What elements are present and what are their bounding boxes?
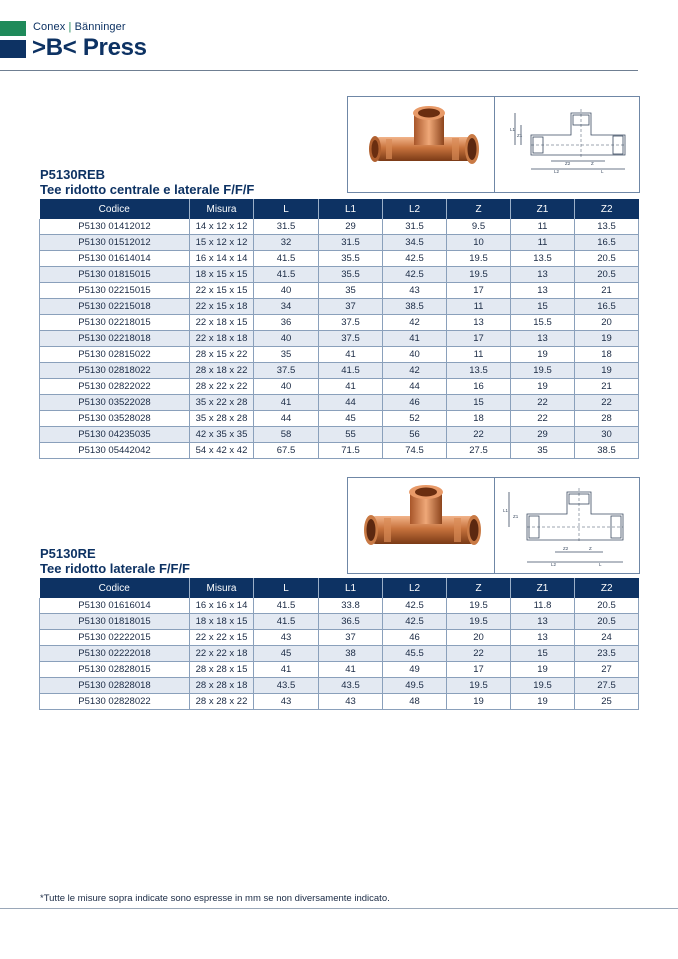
table-cell: 30 [575, 427, 639, 443]
table-cell: 41.5 [254, 614, 319, 630]
table-cell: 37 [319, 630, 383, 646]
table-cell: 9.5 [447, 219, 511, 235]
column-header: Codice [40, 578, 190, 598]
table-cell: 19.5 [447, 251, 511, 267]
table-header-row [40, 578, 639, 598]
table-cell: 36 [254, 315, 319, 331]
header-divider [0, 70, 638, 71]
table-cell: 42.5 [383, 614, 447, 630]
table-cell: 31.5 [319, 235, 383, 251]
column-header: Misura [190, 199, 254, 219]
table-cell: 18 x 18 x 15 [190, 614, 254, 630]
table-cell: 35 x 22 x 28 [190, 395, 254, 411]
table-row [40, 630, 639, 646]
table-cell: 19.5 [447, 267, 511, 283]
table-cell: P5130 05442042 [40, 443, 190, 459]
company-name [33, 21, 126, 33]
table-cell: 13 [447, 315, 511, 331]
table-cell: 31.5 [383, 219, 447, 235]
table-row [40, 347, 639, 363]
table-cell: 22 [447, 427, 511, 443]
table-cell: 11 [447, 347, 511, 363]
table-row [40, 379, 639, 395]
table-cell: 43.5 [254, 678, 319, 694]
company-name-left: Conex [33, 21, 66, 33]
table-cell: P5130 03528028 [40, 411, 190, 427]
table-row [40, 219, 639, 235]
table-cell: 41.5 [254, 267, 319, 283]
table-cell: P5130 02215015 [40, 283, 190, 299]
table-cell: 24 [575, 630, 639, 646]
table-cell: 25 [575, 694, 639, 710]
column-header: Z2 [575, 199, 639, 219]
table-cell: 67.5 [254, 443, 319, 459]
table-cell: 44 [319, 395, 383, 411]
table-cell: P5130 01512012 [40, 235, 190, 251]
column-header: L [254, 578, 319, 598]
table-cell: 54 x 42 x 42 [190, 443, 254, 459]
reb-diagram-label-l1: L1 [510, 127, 516, 132]
table-cell: 19.5 [447, 678, 511, 694]
re-diagram-label-z: Z [589, 546, 592, 551]
table-cell: 17 [447, 283, 511, 299]
table-cell: P5130 01614014 [40, 251, 190, 267]
table-cell: 37.5 [319, 331, 383, 347]
table-cell: 14 x 12 x 12 [190, 219, 254, 235]
spec-table-re [39, 578, 639, 710]
table-cell: 43 [254, 630, 319, 646]
table-cell: P5130 02828022 [40, 694, 190, 710]
column-header: L1 [319, 199, 383, 219]
table-cell: 41 [254, 395, 319, 411]
table-cell: 41 [319, 662, 383, 678]
table-cell: 16.5 [575, 235, 639, 251]
table-row [40, 678, 639, 694]
table-cell: 29 [319, 219, 383, 235]
table-cell: 16 x 14 x 14 [190, 251, 254, 267]
column-header: Codice [40, 199, 190, 219]
table-row [40, 363, 639, 379]
table-cell: 11 [447, 299, 511, 315]
table-cell: 29 [511, 427, 575, 443]
table-cell: 21 [575, 283, 639, 299]
table-cell: 18 [575, 347, 639, 363]
table-cell: 34.5 [383, 235, 447, 251]
table-cell: 13.5 [511, 251, 575, 267]
table-cell: 19 [447, 694, 511, 710]
reb-diagram-label-l2: L2 [554, 169, 560, 174]
table-cell: 13.5 [575, 219, 639, 235]
table-cell: P5130 04235035 [40, 427, 190, 443]
table-cell: 42.5 [383, 251, 447, 267]
table-cell: 36.5 [319, 614, 383, 630]
table-cell: 40 [254, 331, 319, 347]
table-cell: 13 [511, 630, 575, 646]
table-cell: P5130 02222015 [40, 630, 190, 646]
table-cell: 27.5 [575, 678, 639, 694]
table-cell: 22 x 22 x 18 [190, 646, 254, 662]
table-cell: 20.5 [575, 267, 639, 283]
table-cell: 22 x 15 x 18 [190, 299, 254, 315]
table-cell: 45.5 [383, 646, 447, 662]
table-cell: 33.8 [319, 598, 383, 614]
table-cell: 42 x 35 x 35 [190, 427, 254, 443]
table-cell: 28 x 22 x 22 [190, 379, 254, 395]
table-cell: 37.5 [254, 363, 319, 379]
column-header: Z1 [511, 199, 575, 219]
table-cell: 21 [575, 379, 639, 395]
table-cell: P5130 02218015 [40, 315, 190, 331]
table-cell: 16.5 [575, 299, 639, 315]
table-cell: 19.5 [447, 614, 511, 630]
table-cell: 43.5 [319, 678, 383, 694]
table-cell: 38 [319, 646, 383, 662]
table-cell: 18 [447, 411, 511, 427]
table-cell: 22 x 18 x 18 [190, 331, 254, 347]
table-cell: 46 [383, 395, 447, 411]
reb-product-photo [347, 96, 495, 193]
table-cell: 22 [511, 411, 575, 427]
reb-diagram-label-l: L [601, 169, 604, 174]
table-row [40, 283, 639, 299]
column-header: Z1 [511, 578, 575, 598]
reb-diagram-label-z1: Z1 [517, 133, 523, 138]
table-cell: 16 x 16 x 14 [190, 598, 254, 614]
table-cell: 28 [575, 411, 639, 427]
table-cell: 40 [383, 347, 447, 363]
table-cell: 41.5 [254, 251, 319, 267]
table-cell: 15 x 12 x 12 [190, 235, 254, 251]
table-cell: 11.8 [511, 598, 575, 614]
table-cell: P5130 02215018 [40, 299, 190, 315]
table-cell: 23.5 [575, 646, 639, 662]
column-header: L [254, 199, 319, 219]
section-description-reb: Tee ridotto centrale e laterale F/F/F [40, 182, 255, 197]
table-cell: 35 [254, 347, 319, 363]
re-diagram-label-z2: Z2 [563, 546, 569, 551]
table-cell: 15 [511, 299, 575, 315]
table-cell: 41 [254, 662, 319, 678]
table-cell: 44 [383, 379, 447, 395]
re-product-photo [347, 477, 495, 574]
table-cell: P5130 02222018 [40, 646, 190, 662]
table-cell: 35 [511, 443, 575, 459]
table-cell: 41 [383, 331, 447, 347]
footnote: *Tutte le misure sopra indicate sono espresse in mm se non diversamente indicato. [40, 893, 390, 904]
table-cell: 22 x 22 x 15 [190, 630, 254, 646]
table-cell: 41 [319, 347, 383, 363]
table-row [40, 427, 639, 443]
table-cell: 20.5 [575, 598, 639, 614]
table-cell: 20 [447, 630, 511, 646]
table-cell: 41 [319, 379, 383, 395]
product-line-logo: >B< Press [32, 34, 147, 61]
table-cell: 13 [511, 267, 575, 283]
table-cell: 19 [575, 363, 639, 379]
table-cell: 27.5 [447, 443, 511, 459]
table-row [40, 662, 639, 678]
table-cell: 43 [383, 283, 447, 299]
table-cell: 35 x 28 x 28 [190, 411, 254, 427]
table-cell: 28 x 18 x 22 [190, 363, 254, 379]
table-row [40, 646, 639, 662]
table-cell: 19.5 [511, 678, 575, 694]
table-cell: 45 [254, 646, 319, 662]
table-cell: P5130 01616014 [40, 598, 190, 614]
column-header: Z [447, 199, 511, 219]
column-header: L1 [319, 578, 383, 598]
table-cell: 41.5 [319, 363, 383, 379]
section-title-re: P5130RE [40, 546, 96, 561]
table-cell: 31.5 [254, 219, 319, 235]
table-cell: 10 [447, 235, 511, 251]
table-cell: P5130 02828015 [40, 662, 190, 678]
table-cell: 40 [254, 379, 319, 395]
reb-diagram-label-z2: Z2 [565, 161, 571, 166]
footer-divider [0, 908, 678, 909]
company-name-separator: | [68, 21, 72, 33]
reb-diagram-label-z: Z [591, 161, 594, 166]
table-row [40, 235, 639, 251]
table-row [40, 267, 639, 283]
table-cell: 22 [575, 395, 639, 411]
table-cell: 44 [254, 411, 319, 427]
re-diagram-label-z1: Z1 [513, 514, 519, 519]
section-title-reb: P5130REB [40, 167, 106, 182]
re-diagram-label-l: L [599, 562, 602, 567]
table-cell: 56 [383, 427, 447, 443]
table-cell: 11 [511, 235, 575, 251]
table-cell: 35.5 [319, 267, 383, 283]
table-cell: 19 [511, 662, 575, 678]
table-cell: 15 [447, 395, 511, 411]
table-cell: 20.5 [575, 251, 639, 267]
column-header: L2 [383, 199, 447, 219]
table-row [40, 299, 639, 315]
table-cell: P5130 01412012 [40, 219, 190, 235]
table-header-row [40, 199, 639, 219]
table-cell: 17 [447, 662, 511, 678]
table-cell: 52 [383, 411, 447, 427]
table-cell: P5130 02818022 [40, 363, 190, 379]
table-cell: 43 [319, 694, 383, 710]
table-cell: 22 x 15 x 15 [190, 283, 254, 299]
table-row [40, 331, 639, 347]
table-cell: P5130 01818015 [40, 614, 190, 630]
table-cell: 58 [254, 427, 319, 443]
table-cell: 38.5 [575, 443, 639, 459]
table-row [40, 251, 639, 267]
table-cell: 20 [575, 315, 639, 331]
re-diagram-label-l2: L2 [551, 562, 557, 567]
table-cell: P5130 02815022 [40, 347, 190, 363]
table-cell: 19 [511, 379, 575, 395]
spec-table-reb [39, 199, 639, 459]
table-cell: 41.5 [254, 598, 319, 614]
brand-bar-green [0, 21, 26, 36]
table-cell: 32 [254, 235, 319, 251]
reb-dimension-diagram [494, 96, 640, 193]
re-diagram-label-l1: L1 [503, 508, 509, 513]
table-row [40, 315, 639, 331]
table-row [40, 614, 639, 630]
table-cell: 40 [254, 283, 319, 299]
table-cell: 46 [383, 630, 447, 646]
table-row [40, 411, 639, 427]
table-cell: 28 x 28 x 18 [190, 678, 254, 694]
table-cell: 35 [319, 283, 383, 299]
company-name-right: Bänninger [74, 21, 126, 33]
table-cell: 42.5 [383, 267, 447, 283]
table-cell: 37.5 [319, 315, 383, 331]
column-header: L2 [383, 578, 447, 598]
table-cell: 17 [447, 331, 511, 347]
table-cell: 19.5 [511, 363, 575, 379]
table-cell: 42 [383, 315, 447, 331]
table-cell: 22 [447, 646, 511, 662]
table-cell: 49 [383, 662, 447, 678]
column-header: Z2 [575, 578, 639, 598]
table-cell: 28 x 28 x 15 [190, 662, 254, 678]
table-cell: 13 [511, 283, 575, 299]
table-cell: 38.5 [383, 299, 447, 315]
table-cell: 55 [319, 427, 383, 443]
table-cell: P5130 01815015 [40, 267, 190, 283]
table-cell: 37 [319, 299, 383, 315]
table-cell: 35.5 [319, 251, 383, 267]
table-cell: P5130 03522028 [40, 395, 190, 411]
table-cell: 42 [383, 363, 447, 379]
table-cell: 13.5 [447, 363, 511, 379]
table-cell: 11 [511, 219, 575, 235]
table-row [40, 443, 639, 459]
column-header: Z [447, 578, 511, 598]
table-cell: 45 [319, 411, 383, 427]
table-cell: 71.5 [319, 443, 383, 459]
brand-bar-blue [0, 40, 26, 58]
table-cell: 18 x 15 x 15 [190, 267, 254, 283]
table-cell: 16 [447, 379, 511, 395]
table-cell: 34 [254, 299, 319, 315]
section-description-re: Tee ridotto laterale F/F/F [40, 561, 191, 576]
table-cell: 15.5 [511, 315, 575, 331]
table-cell: 42.5 [383, 598, 447, 614]
table-cell: 27 [575, 662, 639, 678]
table-cell: 19 [511, 347, 575, 363]
table-row [40, 395, 639, 411]
table-row [40, 598, 639, 614]
table-cell: 43 [254, 694, 319, 710]
table-cell: 28 x 28 x 22 [190, 694, 254, 710]
table-cell: 15 [511, 646, 575, 662]
table-cell: 22 x 18 x 15 [190, 315, 254, 331]
table-cell: 20.5 [575, 614, 639, 630]
table-cell: P5130 02218018 [40, 331, 190, 347]
column-header: Misura [190, 578, 254, 598]
table-cell: 13 [511, 331, 575, 347]
re-dimension-diagram [494, 477, 640, 574]
table-cell: 49.5 [383, 678, 447, 694]
table-row [40, 694, 639, 710]
table-cell: 28 x 15 x 22 [190, 347, 254, 363]
table-cell: P5130 02822022 [40, 379, 190, 395]
table-cell: 22 [511, 395, 575, 411]
table-cell: 74.5 [383, 443, 447, 459]
table-cell: 13 [511, 614, 575, 630]
table-cell: 48 [383, 694, 447, 710]
table-cell: 19.5 [447, 598, 511, 614]
table-cell: 19 [511, 694, 575, 710]
table-cell: P5130 02828018 [40, 678, 190, 694]
table-cell: 19 [575, 331, 639, 347]
